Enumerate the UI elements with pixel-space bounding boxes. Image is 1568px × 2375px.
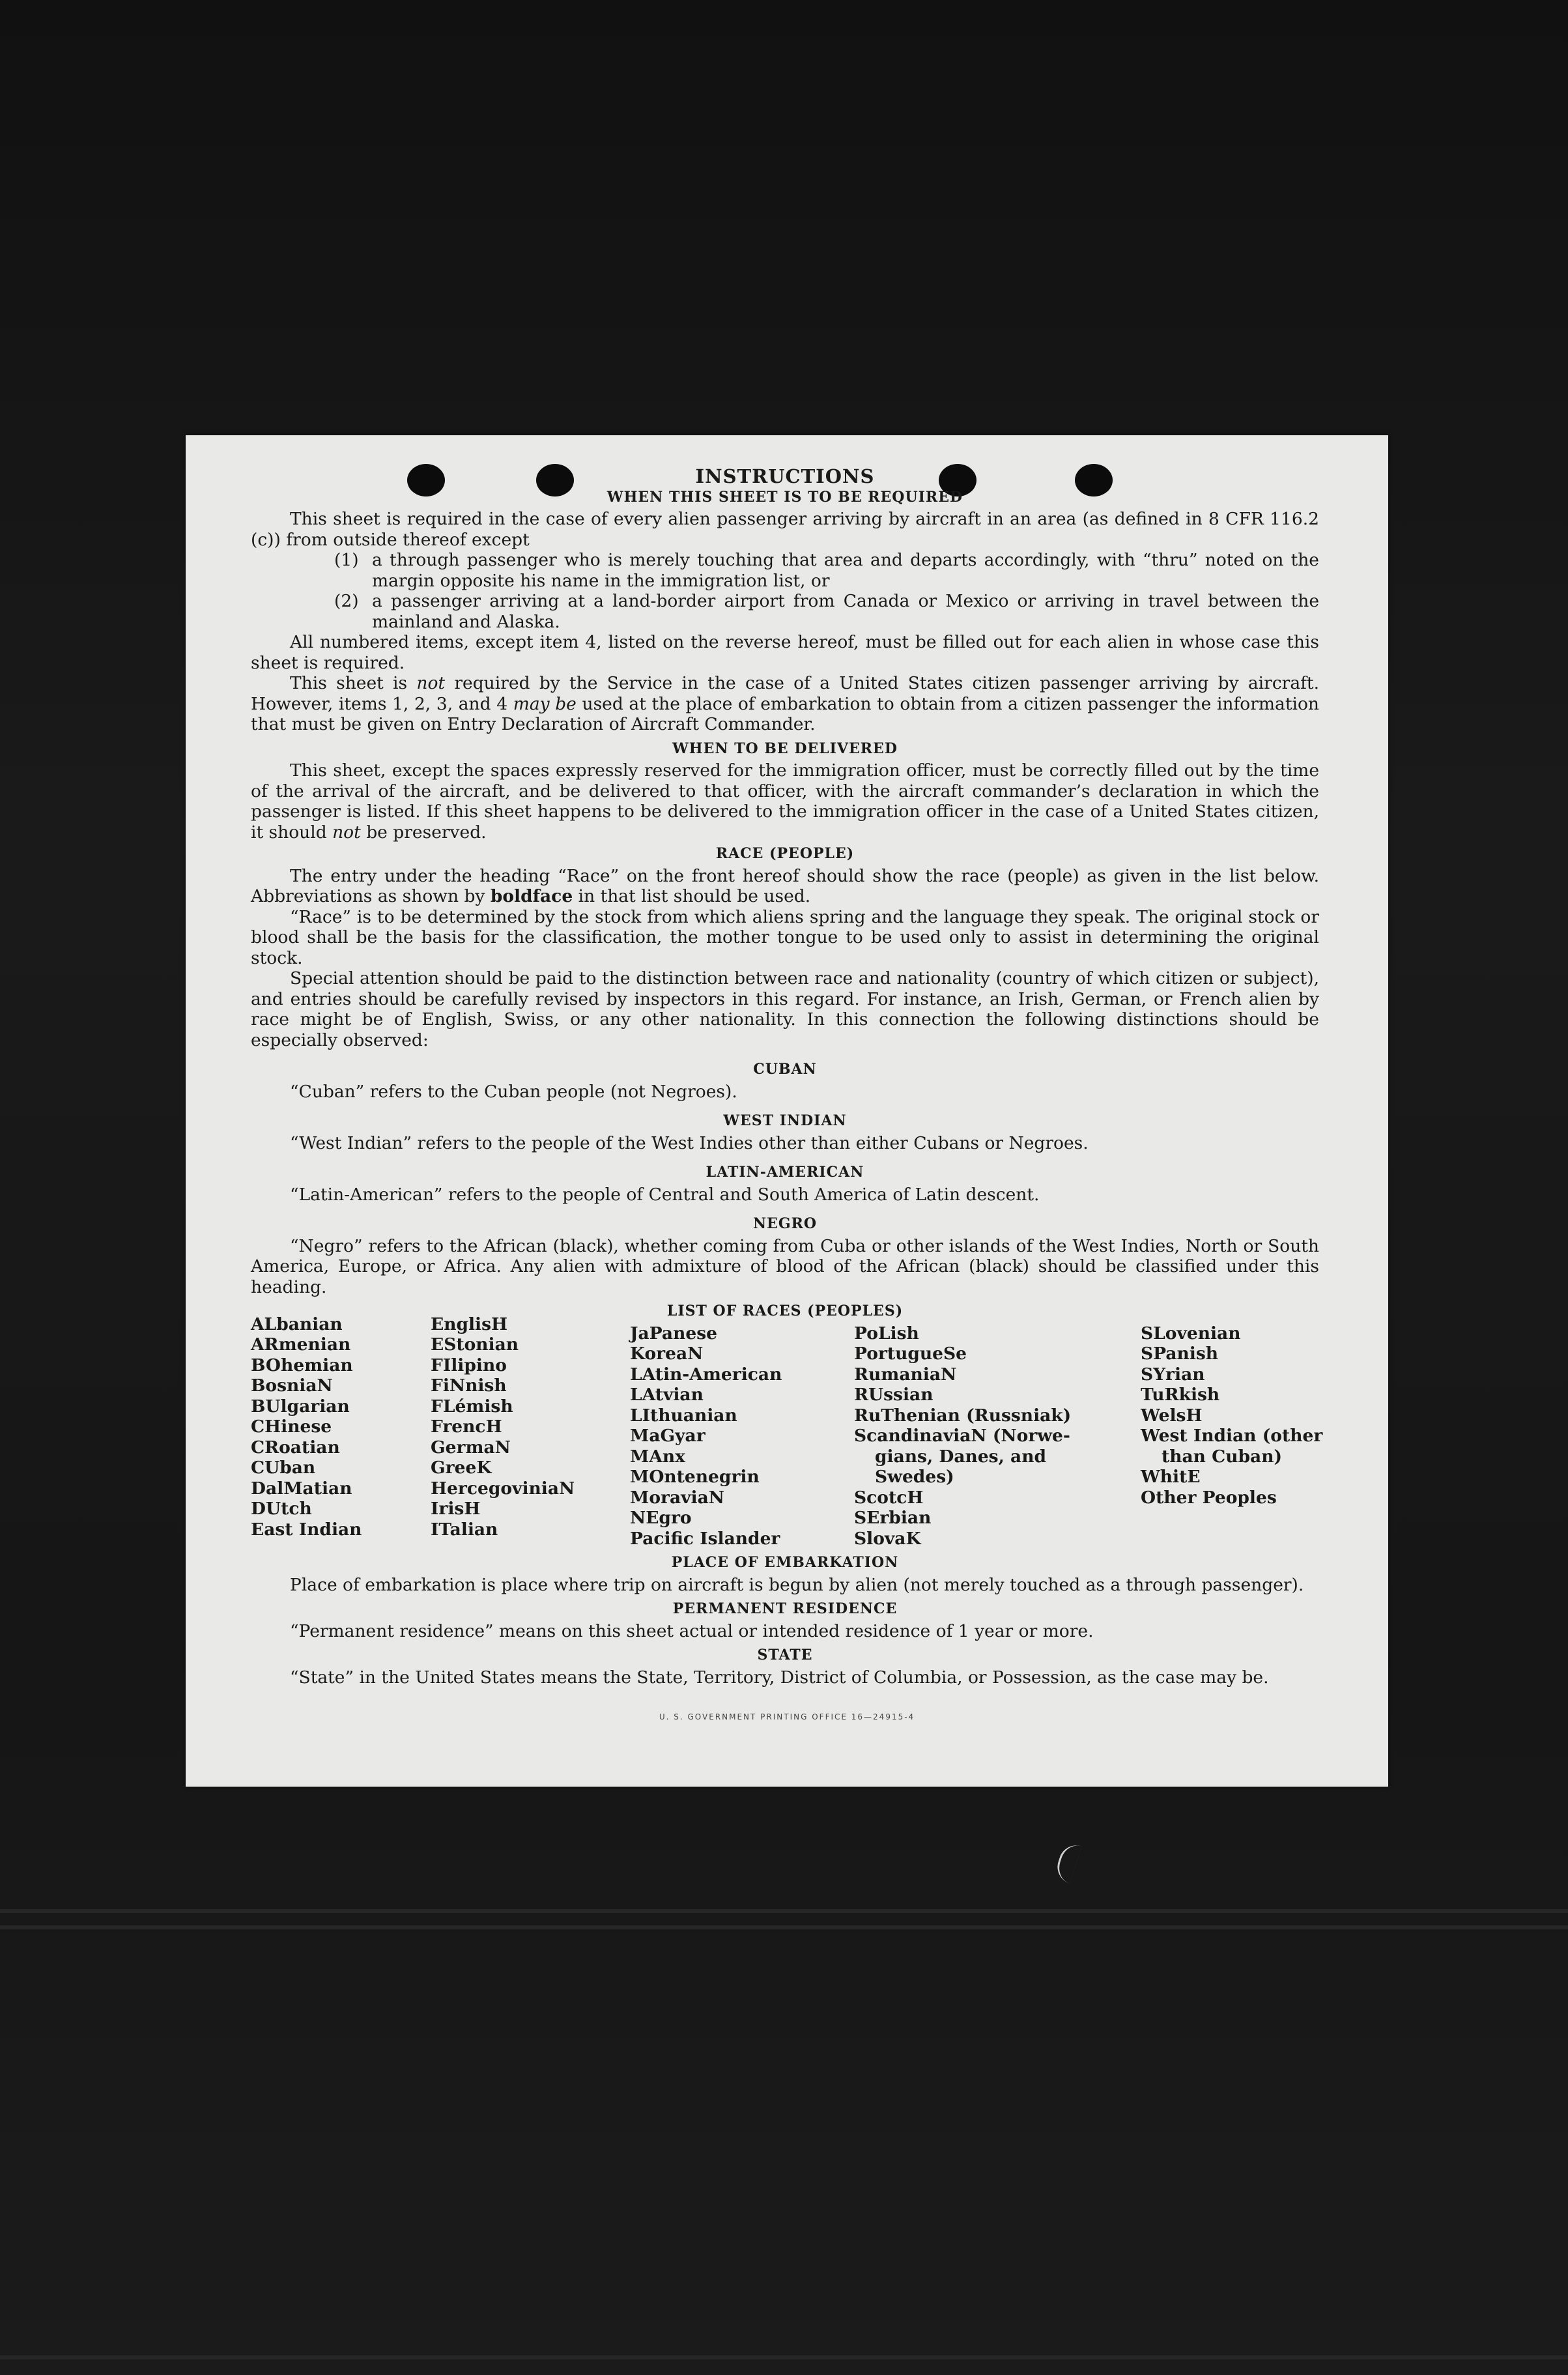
race-entry: RUssian (854, 1385, 934, 1405)
race-paragraph-3: Special attention should be paid to the distinction between race and nationality (country of which citizen or subject), and entries should be carefully revised by inspectors in this regard. For instance, an Irish, German, or French alien by race might be of English, Swiss, or any other nationality. In this connection the following distinctions should be especially observed: (251, 968, 1319, 1050)
race-entry: ITalian (431, 1519, 498, 1540)
race-entry: Other Peoples (1141, 1487, 1277, 1508)
heading-negro: NEGRO (752, 1215, 818, 1232)
race-entry: IrisH (431, 1499, 481, 1519)
exception-item (334, 591, 1319, 632)
race-entry: EnglisH (431, 1314, 508, 1334)
race-entry: MoraviaN (630, 1487, 724, 1508)
race-paragraph-1 (251, 866, 1319, 907)
races-column (251, 1314, 431, 1549)
delivered-paragraph (251, 760, 1319, 842)
race-entry: PoLish (854, 1323, 919, 1344)
race-entry: WelsH (1141, 1405, 1203, 1426)
film-band (0, 1925, 1568, 1929)
text-run: The entry under the heading “Race” on the front hereof should show the race (people) as given in the list below. Abbreviations as shown by (251, 865, 1319, 906)
citizen-paragraph (251, 673, 1319, 735)
heading-cuban: CUBAN (753, 1061, 817, 1078)
race-entry: LAtin-American (630, 1364, 782, 1385)
text-run: not (416, 673, 446, 693)
race-entry: DUtch (251, 1499, 312, 1519)
text-run: used at the place of embarkation to obtain from a citizen passenger the information that must be given on Entry Declaration of Aircraft Commander. (251, 693, 1320, 734)
embarkation-text: Place of embarkation is place where trip on aircraft is begun by alien (not merely touched as a through passenger). (290, 1574, 1304, 1595)
race-entry: GreeK (431, 1458, 492, 1478)
item-number: (2) (334, 591, 359, 611)
printing-office-imprint: U. S. GOVERNMENT PRINTING OFFICE 16—24915-4 (659, 1712, 915, 1721)
document-page (186, 435, 1388, 1787)
required-intro: This sheet is required in the case of every alien passenger arriving by aircraft in an area (as defined in 8 CFR 116.2 (c)) from outside thereof except (251, 509, 1319, 550)
race-entry: ScandinaviaN (Norwe- (854, 1426, 1070, 1446)
race-entry: JaPanese (630, 1323, 718, 1344)
numbered-items-paragraph: All numbered items, except item 4, listed on the reverse hereof, must be filled out for each alien in whose case this sheet is required. (251, 632, 1319, 673)
race-entry: LAtvian (630, 1385, 704, 1405)
item-text: a through passenger who is merely touching that area and departs accordingly, with “thru” noted on the margin opposite his name in the immigration list, or (372, 550, 1319, 591)
race-entry: East Indian (251, 1519, 362, 1540)
heading-race: RACE (PEOPLE) (715, 845, 855, 862)
residence-text: “Permanent residence” means on this sheet actual or intended residence of 1 year or more. (290, 1620, 1094, 1641)
heading-delivered: WHEN TO BE DELIVERED (672, 740, 898, 757)
item-text: a passenger arriving at a land-border airport from Canada or Mexico or arriving in travel between the mainland and Alaska. (372, 591, 1319, 632)
race-entry: FrencH (431, 1417, 502, 1437)
heading-state: STATE (757, 1647, 813, 1663)
race-entry: gians, Danes, and (875, 1446, 1047, 1467)
text-run: may be (513, 693, 577, 714)
race-entry: MAnx (630, 1446, 685, 1467)
heading-embarkation: PLACE OF EMBARKATION (671, 1554, 899, 1571)
race-entry: DalMatian (251, 1478, 352, 1499)
item-number: (1) (334, 550, 359, 570)
heading-list-of-races: LIST OF RACES (PEOPLES) (666, 1303, 904, 1319)
heading-residence: PERMANENT RESIDENCE (672, 1600, 898, 1617)
race-entry: than Cuban) (1162, 1446, 1283, 1467)
race-entry: SYrian (1141, 1364, 1205, 1385)
races-column (431, 1314, 630, 1549)
race-entry: BosniaN (251, 1375, 333, 1396)
race-entry: ALbanian (251, 1314, 343, 1334)
film-scratch (1053, 1841, 1081, 1883)
film-band (0, 1909, 1568, 1913)
race-entry: BUlgarian (251, 1396, 350, 1417)
race-entry: RumaniaN (854, 1364, 957, 1385)
races-column (854, 1323, 1141, 1549)
races-list (251, 1314, 1323, 1549)
exception-item (334, 550, 1319, 591)
race-entry: TuRkish (1141, 1385, 1220, 1405)
race-entry: NEgro (630, 1508, 692, 1528)
race-entry: GermaN (431, 1437, 511, 1458)
race-entry: LIthuanian (630, 1405, 737, 1426)
instructions-body (251, 465, 1323, 1688)
race-entry: SlovaK (854, 1528, 921, 1549)
race-entry: Swedes) (875, 1467, 954, 1487)
race-entry: PortugueSe (854, 1344, 967, 1364)
state-text: “State” in the United States means the State, Territory, District of Columbia, or Possession, as the case may be. (290, 1667, 1269, 1688)
text-run: in that list should be used. (573, 886, 811, 906)
race-entry: MaGyar (630, 1426, 706, 1446)
race-entry: EStonian (431, 1334, 519, 1355)
race-paragraph-2: “Race” is to be determined by the stock from which aliens spring and the language they speak. The original stock or blood shall be the basis for the classification, the mother tongue to be used only to assist in determining the original stock. (251, 906, 1319, 968)
race-entry: FiNnish (431, 1375, 507, 1396)
races-column (630, 1323, 854, 1549)
race-entry: FLémish (431, 1396, 513, 1417)
text-run: This sheet is (290, 673, 417, 693)
heading-latin-american: LATIN-AMERICAN (706, 1164, 864, 1181)
race-entry: HercegoviniaN (431, 1478, 575, 1499)
latin-american-text: “Latin-American” refers to the people of Central and South America of Latin descent. (290, 1184, 1040, 1205)
race-entry: KoreaN (630, 1344, 704, 1364)
race-entry: SLovenian (1141, 1323, 1241, 1344)
film-band (0, 2355, 1568, 2359)
race-entry: SPanish (1141, 1344, 1219, 1364)
races-column (1141, 1323, 1323, 1549)
race-entry: SErbian (854, 1508, 932, 1528)
race-entry: Pacific Islander (630, 1528, 780, 1549)
text-run: not (332, 822, 361, 842)
text-run: boldface (490, 886, 573, 906)
page-title: INSTRUCTIONS (695, 465, 875, 487)
race-entry: CHinese (251, 1417, 332, 1437)
race-entry: FIlipino (431, 1355, 507, 1375)
race-entry: CRoatian (251, 1437, 340, 1458)
negro-text: “Negro” refers to the African (black), whether coming from Cuba or other islands of the West Indies, North or South America, Europe, or Africa. Any alien with admixture of blood of the African (black) should be classified under this heading. (251, 1235, 1319, 1297)
text-run: required by the Service in the case of a United States citizen passenger arriving by aircraft. However, items 1, 2, 3, and 4 (251, 673, 1320, 714)
race-entry: MOntenegrin (630, 1467, 760, 1487)
heading-required: WHEN THIS SHEET IS TO BE REQUIRED (606, 488, 963, 506)
race-entry: BOhemian (251, 1355, 353, 1375)
race-entry: ScotcH (854, 1487, 924, 1508)
race-entry: CUban (251, 1458, 316, 1478)
race-entry: WhitE (1141, 1467, 1201, 1487)
race-entry: West Indian (other (1141, 1426, 1323, 1446)
text-run: This sheet, except the spaces expressly reserved for the immigration officer, must be correctly filled out by the time of the arrival of the aircraft, and be delivered to that officer, with the aircraft commander’s declaration in which the passenger is listed. If this sheet happens to be delivered to the immigration officer in the case of a United States citizen, it should (251, 760, 1319, 842)
text-run: be preserved. (360, 822, 487, 842)
west-indian-text: “West Indian” refers to the people of the West Indies other than either Cubans or Negroes. (290, 1132, 1089, 1153)
race-entry: ARmenian (251, 1334, 351, 1355)
cuban-text: “Cuban” refers to the Cuban people (not Negroes). (290, 1081, 737, 1102)
race-entry: RuThenian (Russniak) (854, 1405, 1072, 1426)
heading-west-indian: WEST INDIAN (723, 1112, 847, 1129)
